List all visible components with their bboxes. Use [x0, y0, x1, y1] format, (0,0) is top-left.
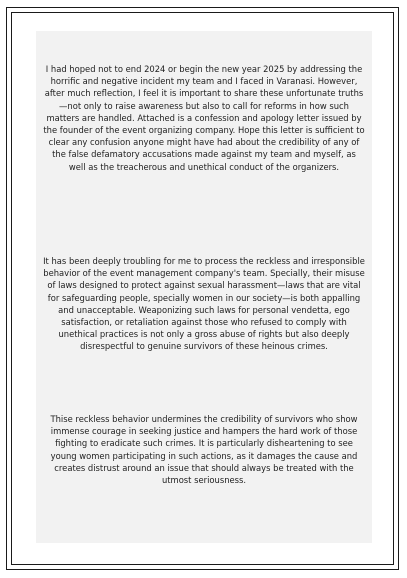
paragraph-impact-on-survivors: Thise reckless behavior undermines the credibility of survivors who show immense courage in seeking justice and hampers the hard work of those fighting to eradicate such crimes. It is particularly disheartening to see young women participating in such actions, as it damages the cause and creates distrust around an issue that should always be treated with the utmost seriousness.	[50, 414, 358, 486]
paragraph-misuse-of-laws: It has been deeply troubling for me to process the reckless and irresponsible behavior of the event management company's team. Specially, their misuse of laws designed to protect against sexual harassment—laws that are vital for safeguarding people, specially women in our society—is both appalling and unacceptable. Weaponizing such laws for personal vendetta, ego satisfaction, or retaliation against those who refused to comply with unethical practices is not only a gross abuse of rights but also deeply disrespectful to genuine survivors of these heinous crimes.	[43, 256, 365, 352]
paragraph-intro: I had hoped not to end 2024 or begin the new year 2025 by addressing the horrific and negative incident my team and I faced in Varanasi. However, after much reflection, I feel it is important to share these unfortunate truths—not only to raise awareness but also to call for reforms in how such matters are handled. Attached is a confession and apology letter issued by the founder of the event organizing company. Hope this letter is sufficient to clear any confusion anyone might have had about the credibility of any of the false defamatory accusations made against my team and myself, as well as the treacherous and unethical conduct of the organizers.	[43, 64, 365, 172]
